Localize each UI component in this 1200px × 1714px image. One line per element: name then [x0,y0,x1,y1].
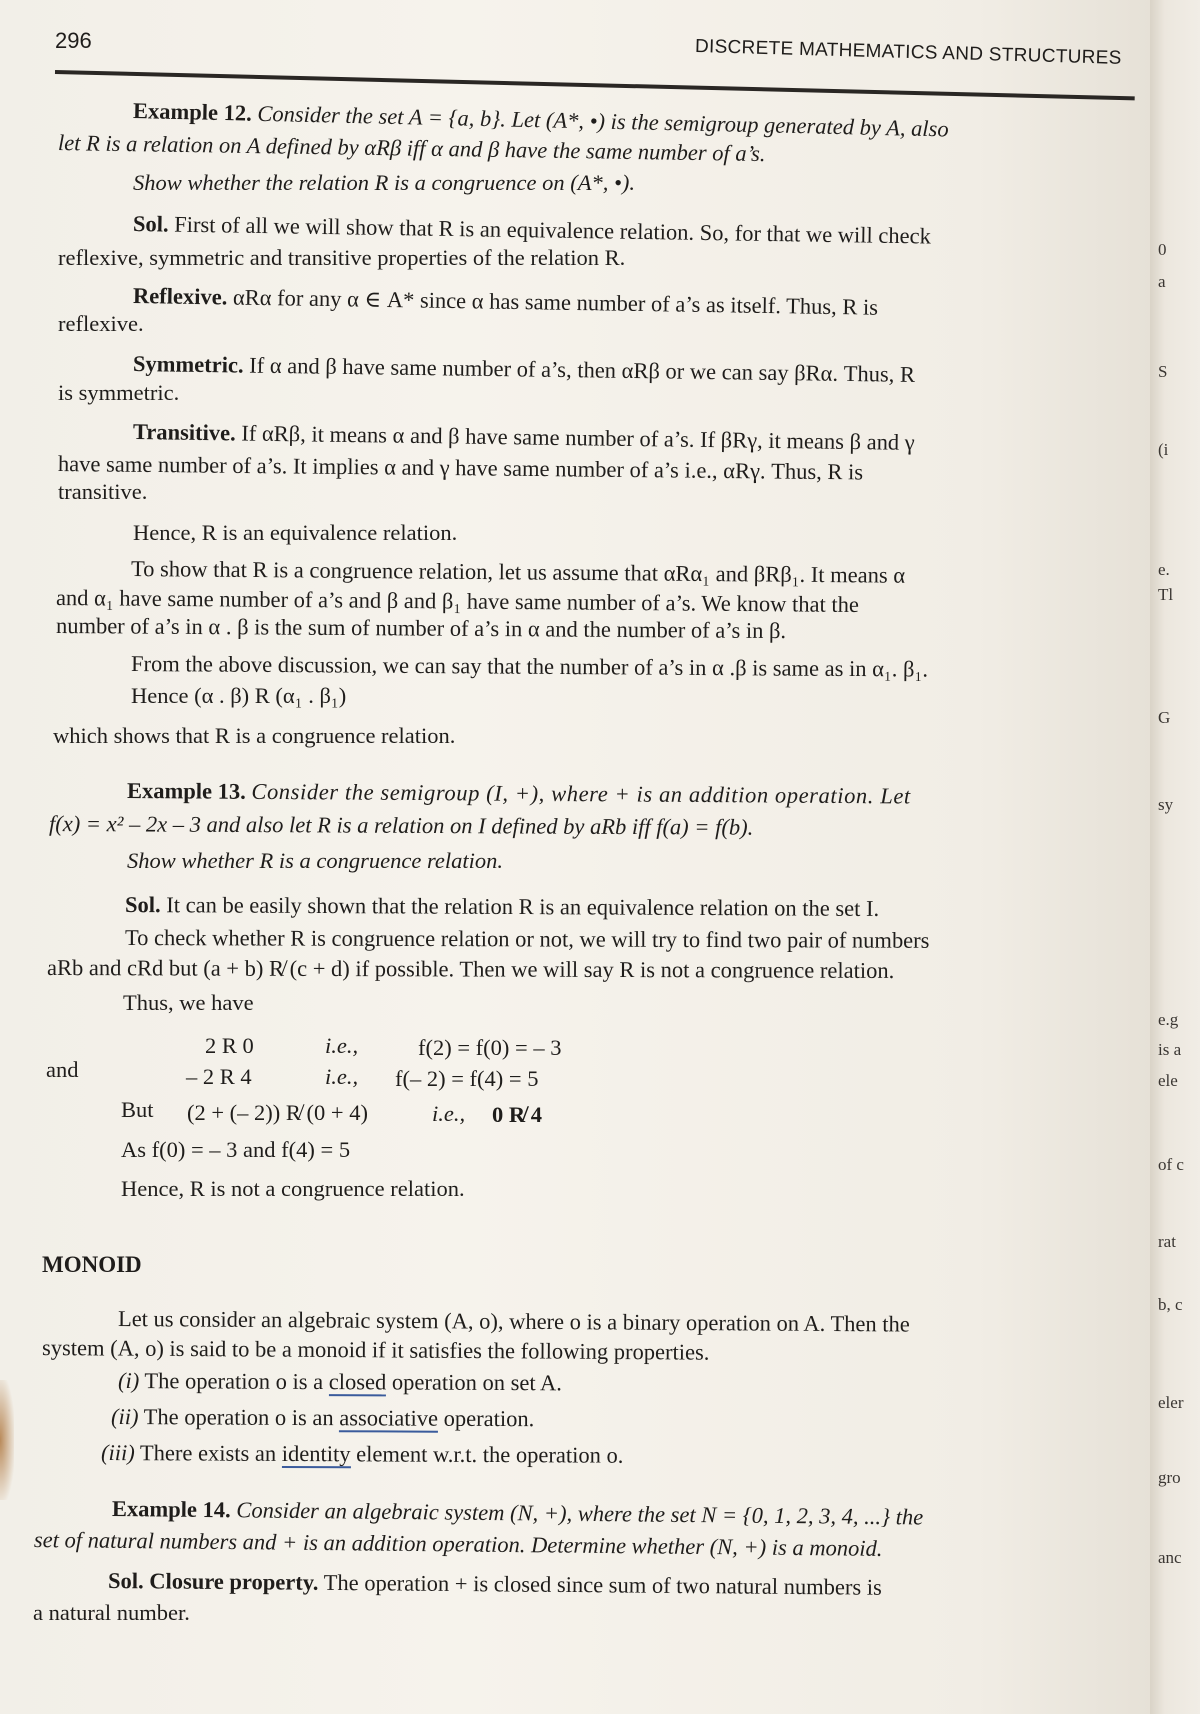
property-text: The operation o is a [144,1368,329,1395]
underlined-term-identity: identity [281,1440,351,1467]
adjacent-text-fragment: 0 [1158,240,1167,259]
symmetric-line-2: is symmetric. [58,380,180,405]
adjacent-text-fragment: rat [1158,1232,1176,1251]
transitive-text: If αRβ, it means α and β have same number of a’s. If βRγ, it means β and γ [241,420,915,455]
property-number: (iii) [100,1440,135,1466]
running-title: DISCRETE MATHEMATICS AND STRUCTURES [694,36,1122,69]
relation-3-right: 0 R̸ 4 [492,1102,542,1127]
example-12-solution-line-1 [133,211,931,250]
relation-2-ie: i.e., [325,1064,359,1089]
example-14-text: Consider an algebraic system (N, +), where the set N = {0, 1, 2, 3, 4, ...} the [236,1497,924,1530]
monoid-property-3 [101,1440,624,1469]
example-12-text: Consider the set A = {a, b}. Let (A*, •) is the semigroup generated by A, also [257,100,949,142]
example-13-statement-line-2: f(x) = x² – 2x – 3 and also let R is a relation on I defined by aRb iff f(a) = f(b). [48,811,754,840]
example-14-solution-line-2: a natural number. [33,1600,190,1625]
and-word: and [46,1057,79,1082]
property-text: element w.r.t. the operation o. [350,1441,624,1468]
sol-text: The operation + is closed since sum of two natural numbers is [323,1569,882,1600]
congruence-line-5: Hence (α . β) R (α₁ . β₁) [131,683,347,708]
adjacent-text-fragment: b, c [1158,1295,1183,1314]
function-values: As f(0) = – 3 and f(4) = 5 [121,1137,351,1162]
congruence-conclusion: which shows that R is a congruence relation. [53,723,456,748]
thus-we-have: Thus, we have [123,990,254,1015]
example-14-statement-line-2: set of natural numbers and + is an addition operation. Determine whether (N, +) is a monoid. [33,1527,883,1561]
example-14-solution-line-1 [108,1568,882,1601]
example-13-solution [125,892,879,922]
adjacent-text-fragment: a [1158,272,1166,291]
reflexive-text: αRα for any α ∈ A* since α has same number of a’s as itself. Thus, R is [232,284,879,320]
example-13-check-line-1: To check whether R is congruence relation or not, we will try to find two pair of numbers [124,925,930,953]
closure-property-label: Sol. Closure property. [107,1568,319,1595]
adjacent-text-fragment: G [1158,708,1171,727]
adjacent-page-edge [1150,0,1200,1714]
example-14-statement-line-1 [112,1496,923,1530]
example-12-label: Example 12. [132,98,253,126]
transitive-label: Transitive. [132,419,236,446]
congruence-line-4: From the above discussion, we can say that the number of a’s in α .β is same as in α₁. β₁. [130,651,929,682]
symmetric-label: Symmetric. [132,351,244,378]
adjacent-text-fragment: eler [1158,1393,1184,1412]
adjacent-text-fragment: e.g [1158,1010,1179,1029]
underlined-term-closed: closed [328,1369,387,1395]
but-word: But [121,1097,154,1122]
property-text: The operation o is an [143,1404,340,1431]
example-12-question: Show whether the relation R is a congruence on (A*, •). [133,170,635,195]
sol-label: Sol. [124,892,161,918]
adjacent-text-fragment: sy [1158,795,1174,814]
example-12-solution-line-2: reflexive, symmetric and transitive properties of the relation R. [58,245,626,270]
symmetric-text: If α and β have same number of a’s, then αRβ or we can say βRα. Thus, R [249,352,916,387]
relation-2-right: f(– 2) = f(4) = 5 [395,1066,539,1091]
reflexive-line-2: reflexive. [58,311,144,336]
adjacent-text-fragment: Tl [1158,585,1174,604]
adjacent-text-fragment: anc [1158,1548,1182,1567]
monoid-property-2 [111,1404,534,1432]
relation-1-ie: i.e., [325,1033,359,1058]
monoid-property-1 [118,1368,562,1396]
congruence-line-1: To show that R is a congruence relation, let us assume that αRα₁ and βRβ₁. It means α [130,556,906,588]
property-number: (ii) [110,1404,139,1430]
property-number: (i) [117,1368,140,1394]
transitive-line-3: transitive. [58,479,148,504]
example-13-check-line-2: aRb and cRd but (a + b) R̸ (c + d) if possible. Then we will say R is not a congruence relation. [46,955,895,983]
relation-3-ie: i.e., [432,1101,466,1126]
relation-2-left: – 2 R 4 [186,1064,252,1089]
transitive-line-1 [133,419,915,456]
sol-label: Sol. [132,211,169,237]
property-text: operation on set A. [386,1369,562,1396]
sol-text: It can be easily shown that the relation R is an equivalence relation on the set I. [166,892,880,921]
example-13-statement-line-1 [127,778,911,809]
monoid-definition-line-2: system (A, o) is said to be a monoid if it satisfies the following properties. [41,1335,710,1365]
adjacent-text-fragment: e. [1158,560,1170,579]
reflexive-label: Reflexive. [132,283,228,310]
congruence-line-3: number of a’s in α . β is the sum of number of a’s in α and the number of a’s in β. [55,613,787,644]
monoid-definition-line-1: Let us consider an algebraic system (A, o), where o is a binary operation on A. Then the [117,1306,910,1337]
example-13-question: Show whether R is a congruence relation. [127,848,503,873]
adjacent-text-fragment: ele [1158,1071,1178,1090]
equivalence-conclusion: Hence, R is an equivalence relation. [133,520,458,545]
example-13-text: Consider the semigroup (I, +), where + is an addition operation. Let [251,778,911,809]
sol-text: First of all we will show that R is an equivalence relation. So, for that we will check [174,211,932,249]
property-text: There exists an [139,1440,282,1466]
page-number: 296 [55,28,92,53]
congruence-line-2: and α₁ have same number of a’s and β and β₁ have same number of a’s. We know that the [55,585,860,618]
relation-3-left: (2 + (– 2)) R̸ (0 + 4) [187,1100,368,1125]
example-14-label: Example 14. [111,1496,231,1523]
transitive-line-2: have same number of a’s. It implies α and γ have same number of a’s i.e., αRγ. Thus, R is [57,451,864,485]
adjacent-text-fragment: (i [1158,440,1169,459]
relation-1-left: 2 R 0 [205,1033,254,1058]
relation-1-right: f(2) = f(0) = – 3 [418,1035,562,1060]
example-13-conclusion: Hence, R is not a congruence relation. [121,1176,465,1201]
adjacent-text-fragment: is a [1158,1040,1182,1059]
adjacent-text-fragment: gro [1158,1468,1181,1487]
example-13-label: Example 13. [126,778,246,804]
underlined-term-associative: associative [339,1405,439,1431]
adjacent-text-fragment: S [1158,362,1168,381]
symmetric-line-1 [133,351,915,388]
section-heading-monoid: MONOID [42,1252,142,1277]
reflexive-line-1 [133,283,878,321]
adjacent-text-fragment: of c [1158,1155,1184,1174]
example-12-statement-line-2: let R is a relation on A defined by αRβ iff α and β have the same number of a’s. [57,130,766,167]
property-text: operation. [437,1405,535,1432]
